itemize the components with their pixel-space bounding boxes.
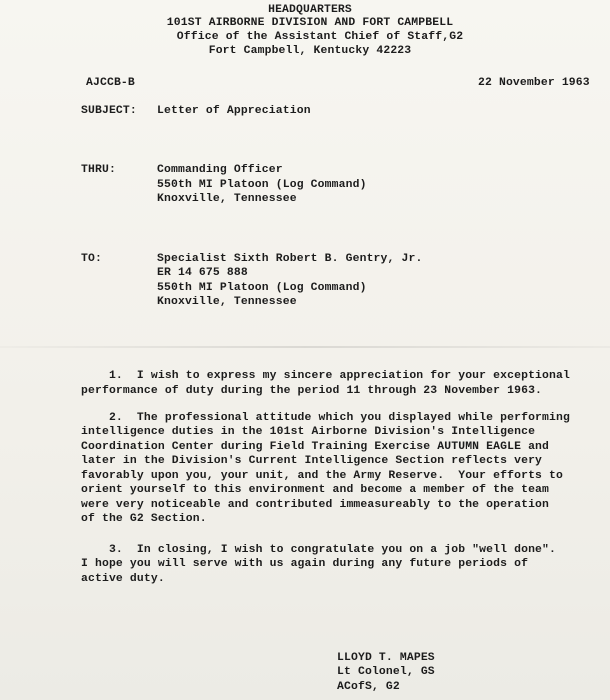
thru-line: Knoxville, Tennessee xyxy=(157,193,297,205)
thru-line: 550th MI Platoon (Log Command) xyxy=(157,179,367,191)
paragraph-2-line: later in the Division's Current Intelligence Section reflects very xyxy=(81,455,543,467)
to-line: Knoxville, Tennessee xyxy=(157,296,297,308)
paragraph-2-line: were very noticeable and contributed immeasureably to the operation xyxy=(81,499,550,511)
to-line: ER 14 675 888 xyxy=(157,267,248,279)
signature-name: LLOYD T. MAPES xyxy=(337,652,435,664)
paragraph-2-line: 2. The professional attitude which you displayed while performing xyxy=(81,412,570,424)
paragraph-1-line: 1. I wish to express my sincere appreciation for your exceptional xyxy=(81,370,570,382)
paragraph-2-line: Coordination Center during Field Training Exercise AUTUMN EAGLE and xyxy=(81,441,550,453)
thru-line: Commanding Officer xyxy=(157,164,283,176)
to-line: 550th MI Platoon (Log Command) xyxy=(157,282,367,294)
header-line-4: Fort Campbell, Kentucky 42223 xyxy=(208,45,412,57)
paragraph-3-line: 3. In closing, I wish to congratulate you on a job "well done". xyxy=(81,544,557,556)
to-label: TO: xyxy=(81,253,102,265)
header-line-1: HEADQUARTERS xyxy=(268,4,352,16)
header-line-2: 101ST AIRBORNE DIVISION AND FORT CAMPBELL xyxy=(166,17,454,29)
paper-fold xyxy=(0,346,610,348)
signature-rank: Lt Colonel, GS xyxy=(337,666,435,678)
paragraph-2-line: orient yourself to this environment and become a member of the team xyxy=(81,484,550,496)
paragraph-3-line: active duty. xyxy=(81,573,165,585)
paragraph-2-line: intelligence duties in the 101st Airborne Division's Intelligence xyxy=(81,426,536,438)
signature-title: ACofS, G2 xyxy=(337,681,400,693)
thru-label: THRU: xyxy=(81,164,116,176)
letter-date: 22 November 1963 xyxy=(478,77,590,89)
subject-label: SUBJECT: xyxy=(81,105,137,117)
header-line-3: Office of the Assistant Chief of Staff,G2 xyxy=(176,31,464,43)
to-line: Specialist Sixth Robert B. Gentry, Jr. xyxy=(157,253,423,265)
paragraph-2-line: of the G2 Section. xyxy=(81,513,207,525)
subject-text: Letter of Appreciation xyxy=(157,105,311,117)
paragraph-2-line: favorably upon you, your unit, and the Army Reserve. Your efforts to xyxy=(81,470,563,482)
paragraph-1-line: performance of duty during the period 11 through 23 November 1963. xyxy=(81,385,543,397)
paragraph-3-line: I hope you will serve with us again during any future periods of xyxy=(81,558,529,570)
reference-code: AJCCB-B xyxy=(86,77,135,89)
